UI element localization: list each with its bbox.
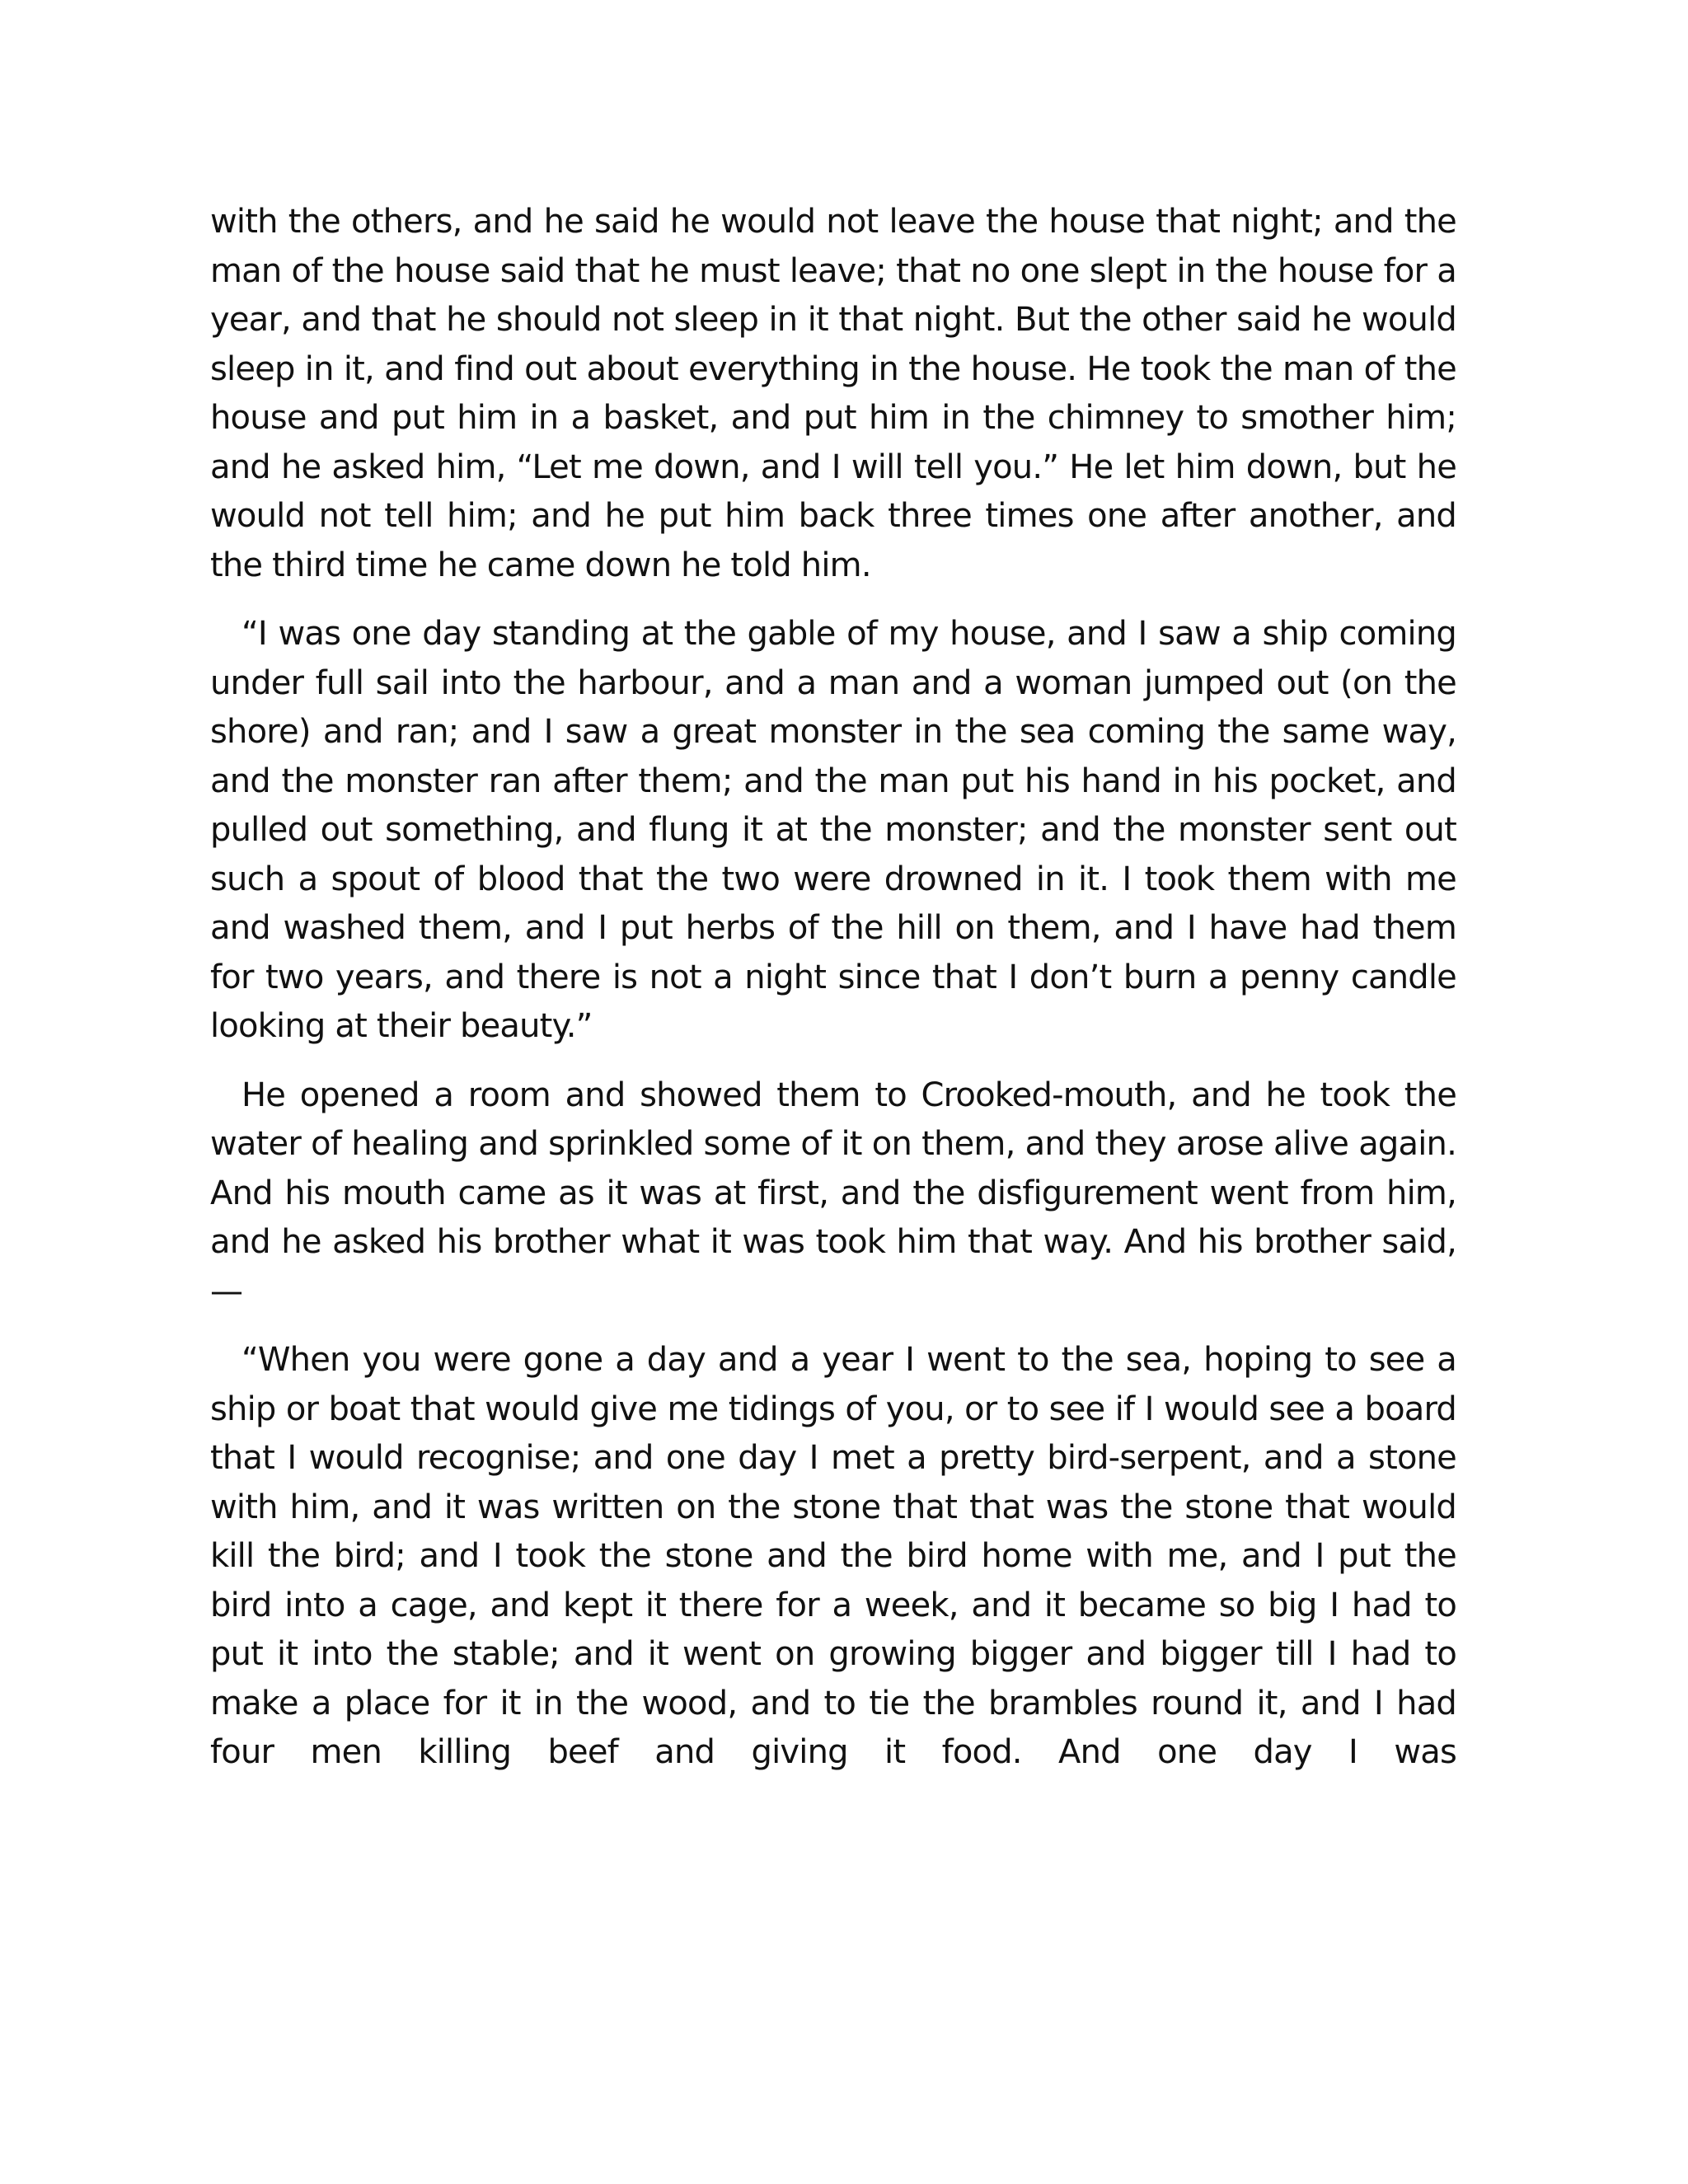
paragraph-3: He opened a room and showed them to Crooked-mouth, and he took the water of healing and sprinkled some of it on them, and they arose alive again. And his mouth came as it was at first, and the disfigurement went from him, and he asked his brother what it was took him that way. And his brother said,— (210, 1076, 1456, 1310)
paragraph-1: with the others, and he said he would not leave the house that night; and the man of the house said that he must leave; that no one slept in the house for a year, and that he should not sleep in it that night. But the other said he would sleep in it, and find out about everything in the house. He took the man of the house and put him in a basket, and put him in the chimney to smother him; and he asked him, “Let me down, and I will tell you.” He let him down, but he would not tell him; and he put him back three times one after another, and the third time he came down he told him. (210, 203, 1456, 584)
paragraph-4: “When you were gone a day and a year I went to the sea, hoping to see a ship or boat that would give me tidings of you, or to see if I would see a board that I would recognise; and one day I met a pretty bird-serpent, and a stone with him, and it was written on the stone that that was the stone that would kill the bird; and I took the stone and the bird home with me, and I put the bird into a cage, and kept it there for a week, and it became so big I had to put it into the stable; and it went on growing bigger and bigger till I had to make a place for it in the wood, and to tie the brambles round it, and I had four men killing beef and giving it food. And one day I was (210, 1341, 1456, 1771)
document-page (210, 198, 1456, 1797)
paragraph-2: “I was one day standing at the gable of my house, and I saw a ship coming under full sail into the harbour, and a man and a woman jumped out (on the shore) and ran; and I saw a great monster in the sea coming the same way, and the monster ran after them; and the man put his hand in his pocket, and pulled out something, and flung it at the monster; and the monster sent out such a spout of blood that the two were drowned in it. I took them with me and washed them, and I put herbs of the hill on them, and I have had them for two years, and there is not a night since that I don’t burn a penny candle looking at their beauty.” (210, 615, 1456, 1045)
